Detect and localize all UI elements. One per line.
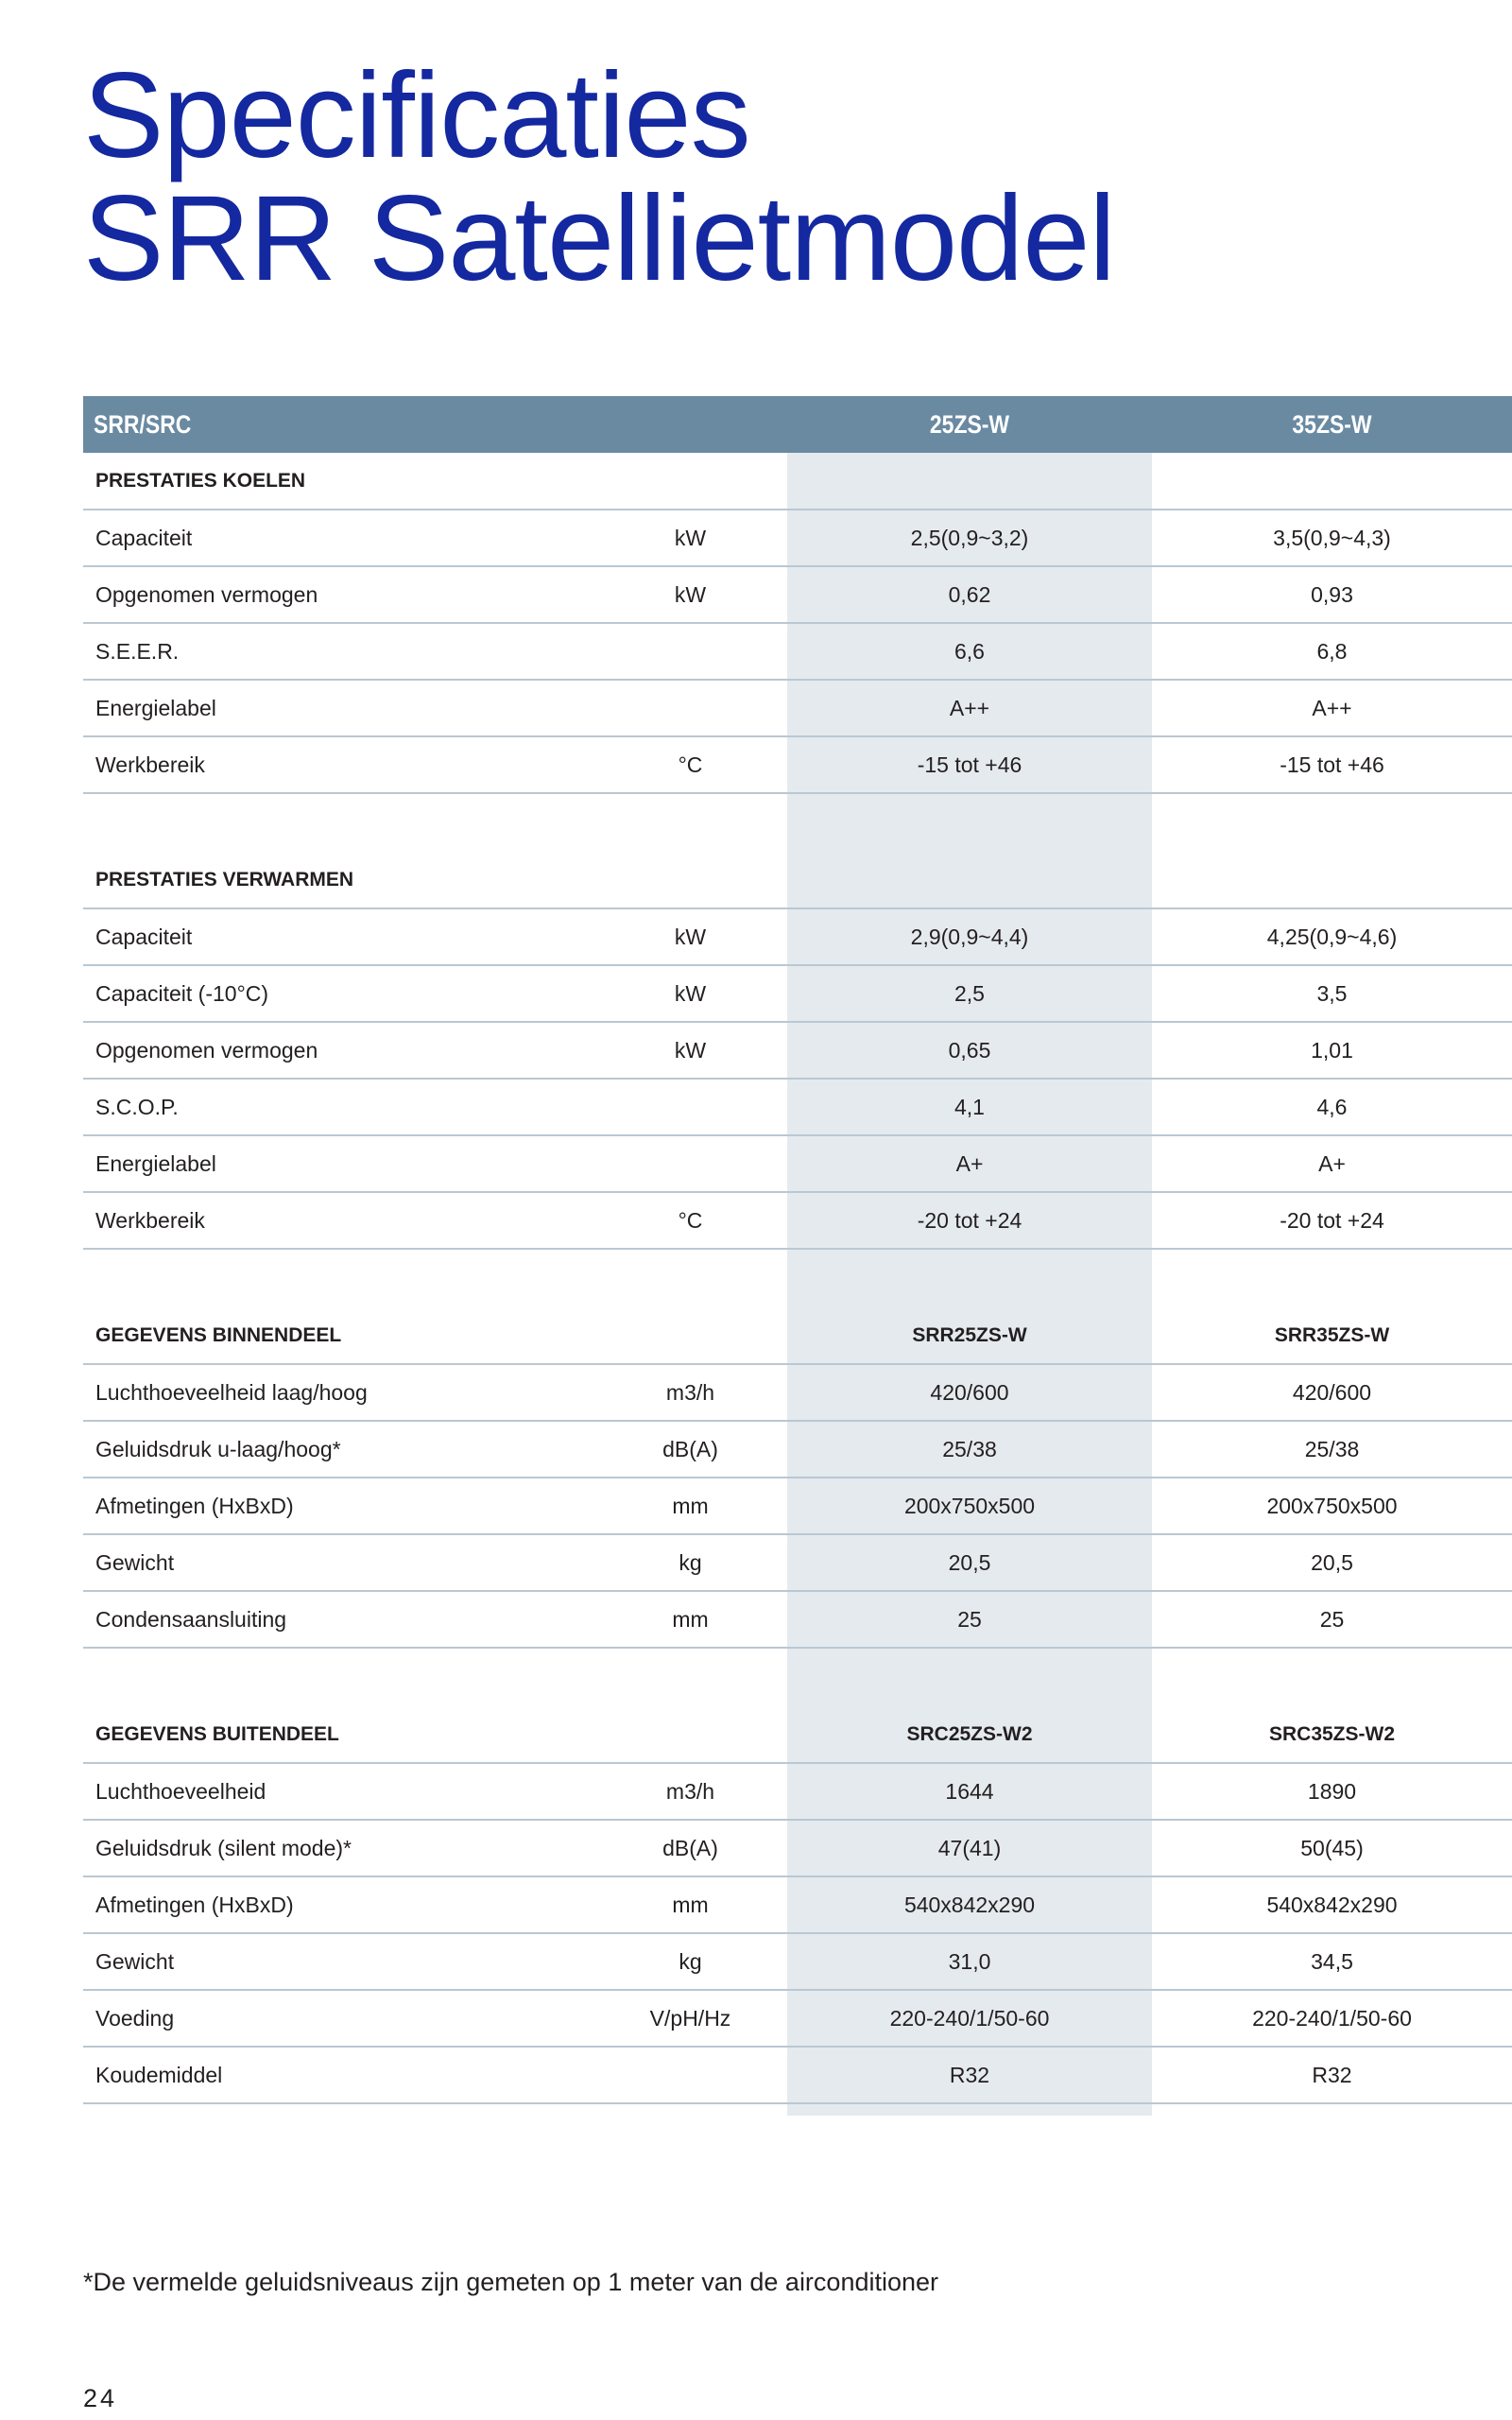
row-value-model-1: A+ [787,1135,1152,1192]
row-value-model-2: 4,6 [1152,1079,1512,1135]
spacer-cell [83,1249,593,1307]
row-unit [593,623,787,680]
table-row [83,1763,1512,1820]
row-label: Condensaansluiting [83,1591,593,1648]
row-value-model-1: 540x842x290 [787,1876,1152,1933]
row-label: Capaciteit (-10°C) [83,965,593,1022]
row-unit: dB(A) [593,1421,787,1478]
section-model-1 [787,453,1152,510]
table-row [83,1478,1512,1534]
row-value-model-1: 1644 [787,1763,1152,1820]
row-label: Capaciteit [83,908,593,965]
row-value-model-2: 4,25(0,9~4,6) [1152,908,1512,965]
section-model-1: SRR25ZS-W [787,1307,1152,1364]
row-value-model-1: 2,5 [787,965,1152,1022]
row-unit: V/pH/Hz [593,1990,787,2047]
table-row [83,908,1512,965]
row-unit: kW [593,566,787,623]
row-value-model-1: 20,5 [787,1534,1152,1591]
row-unit: mm [593,1876,787,1933]
row-label: Gewicht [83,1933,593,1990]
row-value-model-2: 420/600 [1152,1364,1512,1421]
spacer-cell [593,1249,787,1307]
row-value-model-1: R32 [787,2047,1152,2103]
row-unit: m3/h [593,1364,787,1421]
header-model-2: 35ZS-W [1292,409,1372,439]
row-unit: m3/h [593,1763,787,1820]
section-spacer [83,1648,1512,1706]
section-model-1: SRC25ZS-W2 [787,1706,1152,1763]
table-row [83,510,1512,566]
row-label: Opgenomen vermogen [83,566,593,623]
header-model-1: 25ZS-W [929,409,1010,439]
spacer-cell [83,1648,593,1706]
section-title: PRESTATIES KOELEN [83,453,593,510]
table-row [83,1820,1512,1876]
row-label: Geluidsdruk (silent mode)* [83,1820,593,1876]
spacer-cell [787,793,1152,852]
row-value-model-2: 3,5(0,9~4,3) [1152,510,1512,566]
row-value-model-1: 220-240/1/50-60 [787,1990,1152,2047]
section-unit-cell [593,1706,787,1763]
row-value-model-2: 34,5 [1152,1933,1512,1990]
row-value-model-2: 0,93 [1152,566,1512,623]
section-model-2: SRC35ZS-W2 [1152,1706,1512,1763]
footnote: *De vermelde geluidsniveaus zijn gemeten op 1 meter van de airconditioner [83,2268,939,2296]
row-value-model-2: A+ [1152,1135,1512,1192]
row-value-model-1: 25/38 [787,1421,1152,1478]
spacer-cell [1152,1249,1512,1307]
table-row [83,1364,1512,1421]
row-unit [593,1079,787,1135]
page-title [83,48,1115,306]
row-unit: kW [593,1022,787,1079]
row-value-model-1: -20 tot +24 [787,1192,1152,1249]
section-header-row [83,1307,1512,1364]
spec-table-wrapper [83,396,1512,2104]
section-title: PRESTATIES VERWARMEN [83,852,593,908]
row-value-model-2: 1,01 [1152,1022,1512,1079]
row-label: Energielabel [83,1135,593,1192]
row-value-model-1: 2,9(0,9~4,4) [787,908,1152,965]
table-header [83,396,1512,453]
row-unit: kW [593,965,787,1022]
row-unit: mm [593,1591,787,1648]
row-label: Werkbereik [83,1192,593,1249]
spec-table [83,396,1512,2104]
spacer-cell [1152,1648,1512,1706]
section-title: GEGEVENS BINNENDEEL [83,1307,593,1364]
page-number: 24 [83,2384,118,2412]
section-spacer [83,793,1512,852]
row-value-model-1: 6,6 [787,623,1152,680]
row-label: Opgenomen vermogen [83,1022,593,1079]
row-value-model-2: 3,5 [1152,965,1512,1022]
row-label: S.E.E.R. [83,623,593,680]
row-value-model-1: 47(41) [787,1820,1152,1876]
row-label: Luchthoeveelheid laag/hoog [83,1364,593,1421]
row-unit: °C [593,736,787,793]
row-value-model-1: 420/600 [787,1364,1152,1421]
row-unit: °C [593,1192,787,1249]
row-unit: kW [593,908,787,965]
section-unit-cell [593,1307,787,1364]
row-value-model-2: 50(45) [1152,1820,1512,1876]
row-value-model-1: 0,65 [787,1022,1152,1079]
table-row [83,1135,1512,1192]
row-value-model-1: 200x750x500 [787,1478,1152,1534]
table-body [83,453,1512,2103]
row-unit: dB(A) [593,1820,787,1876]
section-spacer [83,1249,1512,1307]
spacer-cell [593,1648,787,1706]
row-label: Afmetingen (HxBxD) [83,1876,593,1933]
row-label: Energielabel [83,680,593,736]
section-model-2: SRR35ZS-W [1152,1307,1512,1364]
table-row [83,1534,1512,1591]
spacer-cell [593,793,787,852]
section-header-row [83,852,1512,908]
row-value-model-2: 20,5 [1152,1534,1512,1591]
header-unit [608,396,772,453]
row-value-model-2: 540x842x290 [1152,1876,1512,1933]
table-row [83,680,1512,736]
table-row [83,1022,1512,1079]
row-value-model-1: 25 [787,1591,1152,1648]
page-title-line2: SRR Satellietmodel [83,171,1115,306]
table-row [83,1192,1512,1249]
row-value-model-2: -20 tot +24 [1152,1192,1512,1249]
table-row [83,1591,1512,1648]
row-unit [593,680,787,736]
row-value-model-2: 6,8 [1152,623,1512,680]
row-unit: mm [593,1478,787,1534]
row-label: Werkbereik [83,736,593,793]
row-value-model-2: R32 [1152,2047,1512,2103]
table-row [83,623,1512,680]
row-label: Luchthoeveelheid [83,1763,593,1820]
spacer-cell [83,793,593,852]
row-value-model-2: 200x750x500 [1152,1478,1512,1534]
spacer-cell [787,1648,1152,1706]
row-label: Gewicht [83,1534,593,1591]
table-row [83,1990,1512,2047]
table-row [83,1079,1512,1135]
row-unit: kg [593,1933,787,1990]
page-title-line1: Specificaties [83,48,750,183]
row-value-model-2: -15 tot +46 [1152,736,1512,793]
row-unit [593,1135,787,1192]
spacer-cell [1152,793,1512,852]
row-value-model-1: A++ [787,680,1152,736]
section-title: GEGEVENS BUITENDEEL [83,1706,593,1763]
row-unit: kg [593,1534,787,1591]
table-row [83,736,1512,793]
table-row [83,1933,1512,1990]
row-value-model-1: 0,62 [787,566,1152,623]
row-value-model-2: 220-240/1/50-60 [1152,1990,1512,2047]
row-label: Koudemiddel [83,2047,593,2103]
row-value-model-2: 1890 [1152,1763,1512,1820]
row-unit: kW [593,510,787,566]
section-unit-cell [593,852,787,908]
section-header-row [83,453,1512,510]
table-row [83,1876,1512,1933]
row-value-model-1: 4,1 [787,1079,1152,1135]
row-value-model-2: 25 [1152,1591,1512,1648]
table-row [83,2047,1512,2103]
table-row [83,965,1512,1022]
table-row [83,1421,1512,1478]
section-unit-cell [593,453,787,510]
row-label: S.C.O.P. [83,1079,593,1135]
table-row [83,566,1512,623]
row-value-model-1: -15 tot +46 [787,736,1152,793]
row-label: Afmetingen (HxBxD) [83,1478,593,1534]
header-label: SRR/SRC [94,409,192,439]
row-label: Geluidsdruk u-laag/hoog* [83,1421,593,1478]
section-model-2 [1152,453,1512,510]
section-model-2 [1152,852,1512,908]
row-value-model-2: 25/38 [1152,1421,1512,1478]
spacer-cell [787,1249,1152,1307]
row-value-model-1: 31,0 [787,1933,1152,1990]
section-header-row [83,1706,1512,1763]
row-label: Voeding [83,1990,593,2047]
row-unit [593,2047,787,2103]
row-value-model-2: A++ [1152,680,1512,736]
section-model-1 [787,852,1152,908]
row-label: Capaciteit [83,510,593,566]
row-value-model-1: 2,5(0,9~3,2) [787,510,1152,566]
